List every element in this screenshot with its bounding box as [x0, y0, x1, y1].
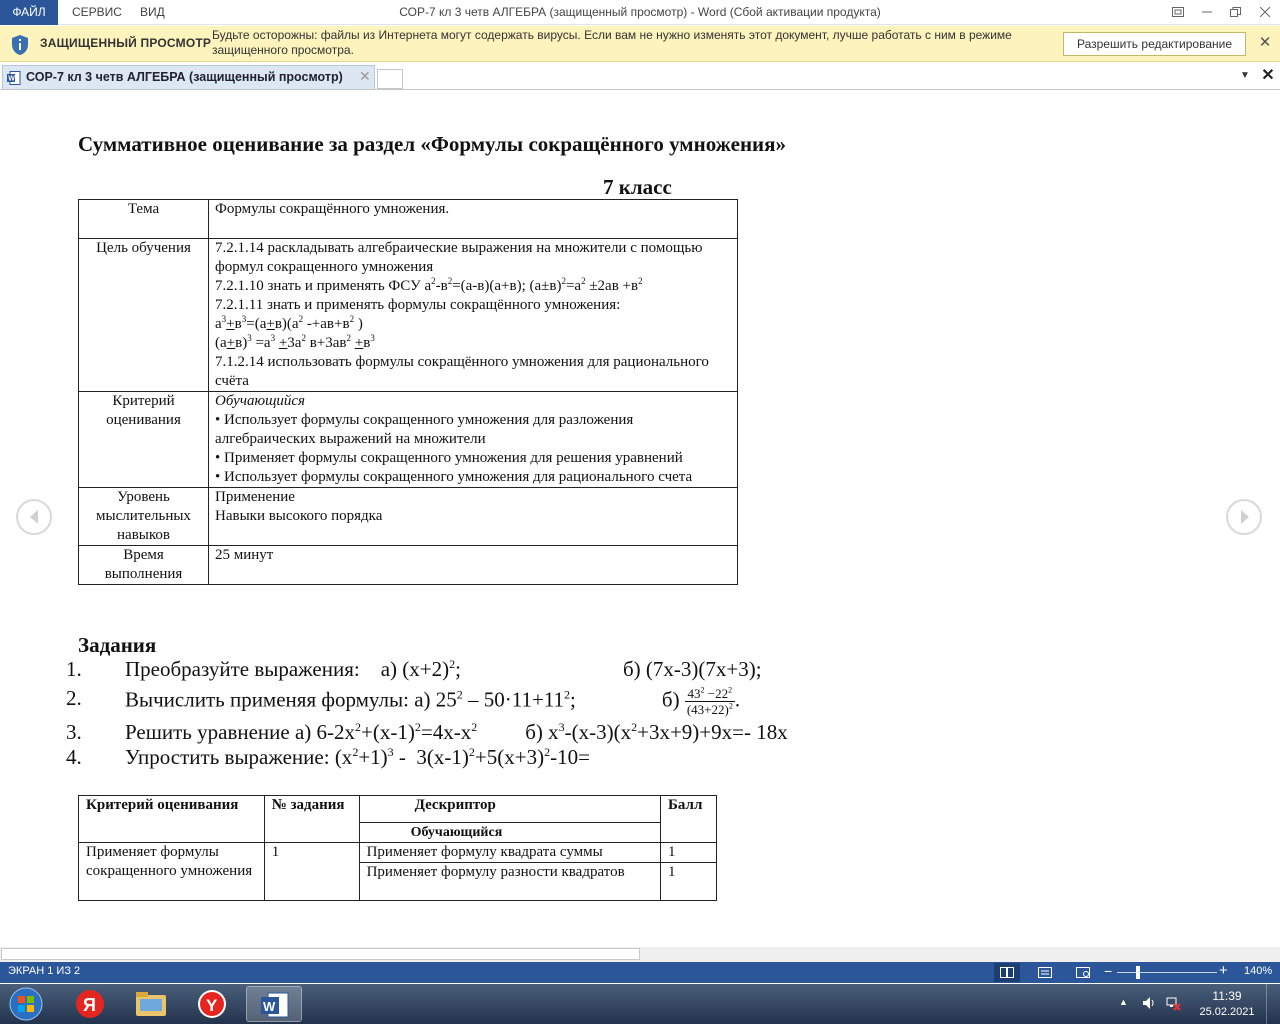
goal-4: 7.1.2.14 использовать формулы сокращённого умножения для рационального счёта: [215, 354, 709, 389]
window-title: СОР-7 кл 3 четв АЛГЕБРА (защищенный просмотр) - Word (Сбой активации продукта): [399, 5, 881, 19]
yandex-browser-icon: [184, 986, 240, 1022]
col-task: № задания: [264, 796, 359, 843]
svg-text:Y: Y: [206, 996, 218, 1015]
windows-logo-icon: [4, 985, 44, 1023]
goal-cell: [209, 239, 738, 392]
score-2: 1: [661, 863, 717, 901]
minimize-icon[interactable]: [1192, 0, 1221, 25]
document-tab-label: СОР-7 кл 3 четв АЛГЕБРА (защищенный просмотр): [26, 70, 343, 84]
document-title: Суммативное оценивание за раздел «Формулы сокращённого умножения»: [78, 132, 787, 156]
zoom-slider-thumb[interactable]: [1136, 966, 1140, 979]
criterion-1: • Использует формулы сокращенного умножения для разложения алгебраических выражений на множители: [215, 412, 634, 447]
close-message-bar-icon[interactable]: ✕: [1258, 34, 1272, 51]
criterion-2: • Применяет формулы сокращенного умножения для решения уравнений: [215, 450, 683, 466]
menu-service[interactable]: СЕРВИС: [72, 5, 122, 19]
print-layout-icon[interactable]: [1032, 963, 1058, 982]
close-document-icon[interactable]: ✕: [1261, 67, 1275, 84]
network-icon[interactable]: [1165, 995, 1181, 1011]
zoom-out-button[interactable]: −: [1104, 963, 1113, 979]
descriptor-2: Применяет формулу разности квадратов: [359, 863, 660, 901]
col-score: Балл: [661, 796, 717, 843]
protected-view-label: ЗАЩИЩЕННЫЙ ПРОСМОТР: [40, 36, 212, 50]
criterion-cell: [209, 392, 738, 488]
zoom-level[interactable]: 140%: [1244, 965, 1273, 977]
yandex-icon: [62, 986, 118, 1022]
fraction: $\frac{43^2 -22^2}{(43+22)^2}$: [686, 685, 733, 717]
previous-screen-button[interactable]: [16, 499, 52, 535]
next-screen-button[interactable]: [1226, 499, 1262, 535]
scrollbar-thumb[interactable]: [1, 948, 640, 960]
table-row: [79, 239, 738, 392]
descriptor-1: Применяет формулу квадрата суммы: [359, 843, 660, 863]
show-desktop-button[interactable]: [1266, 984, 1280, 1024]
level-2: Навыки высокого порядка: [215, 508, 383, 524]
read-mode-icon[interactable]: [994, 963, 1020, 982]
svg-text:W: W: [8, 75, 15, 83]
explorer-taskbar-button[interactable]: [123, 986, 179, 1022]
table-row: [79, 796, 717, 823]
level-cell: [209, 488, 738, 546]
speaker-icon[interactable]: [1141, 995, 1157, 1011]
criterion-3: • Использует формулы сокращенного умножения для рационального счета: [215, 469, 693, 485]
yandex-browser-taskbar-button[interactable]: [184, 986, 240, 1022]
info-table: [78, 199, 738, 585]
svg-text:Я: Я: [83, 995, 96, 1015]
criterion-label: Критерий оценивания: [79, 392, 209, 488]
enable-editing-button[interactable]: Разрешить редактирование: [1063, 32, 1246, 56]
topic-value: Формулы сокращённого умножения.: [209, 200, 738, 239]
zoom-in-button[interactable]: +: [1219, 962, 1228, 979]
word-doc-icon: [7, 71, 21, 85]
close-tab-icon[interactable]: ✕: [359, 68, 371, 84]
goal-1: 7.2.1.14 раскладывать алгебраические выражения на множители с помощью формул сокращенного умножения: [215, 240, 703, 275]
document-page: Суммативное оценивание за раздел «Формулы сокращённого умножения» 7 класс Тема Формулы сокращённого умножения. Цель обучения 7.2.1.14 раскладывать алгебраические выражения на множители с помощью формул сокращенного умножения 7.2.1.10 знать и применять ФСУ $а^2-в^2=(а-в)(а+в)$; $(а\pm в)^2=а^2 \pm 2ав +в^2$ 7.2.1.11 знать и применять формулы сокращённого умножения: $а^3+в^3=(а+в)(а^2$ $-+ав+в^2$ ) $(а+в)^3 =а^3 +3а^2$ $в+3ав^2 +в^3$ 7.1.2.14 использовать формулы сокращённого умножения для рационального счёта Критерий оценивания Обучающийся • Использует формулы сокращенного умножения для разложения алгебраических выражений на множители • Применяет формулы сокращенного умножения для решения уравнений • Использует формулы сокращенного умножения для рационального счета Уровень мыслительных навыков Применение Навыки высокого порядка Время выполнения 25 минут Задания 1. Преобразуйте выражения: а) $(x+2)^2$; б) (7x-3)(7x+3); 2. Вычислить применяя формулы: а) $25^2 - 50\cdot 11+11^2$; б) $\frac{43^2 -22^2}{(43+22)^2}$ . 3. Решить уравнение а) $6-2x^2+(x-1)^2=4x-x^2$ б) $x^3-(x-3)(x^2+3x+9)+9x=-$ 18x 4. Упростить выражение: $(x^2+1)^3 - 3(x-1)^2+5(x+3)^2-10=$ Критерий оценивания № задания Дескриптор Балл Обучающийся Применяет формулы сокращенного умножения 1 Применяет формулу квадрата суммы 1 Применяет формулу разности квадратов 1: [0, 91, 1280, 947]
yandex-taskbar-button[interactable]: [62, 986, 118, 1022]
word-icon: [247, 987, 303, 1023]
criteria-table: [78, 795, 717, 901]
protected-view-bar: [0, 26, 1280, 62]
criterion-intro: Обучающийся: [215, 393, 306, 409]
table-row: [79, 843, 717, 863]
row-task: 1: [264, 843, 359, 901]
table-row: [79, 392, 738, 488]
taskbar: [0, 984, 1280, 1024]
topic-label: Тема: [79, 200, 209, 239]
folder-icon: [123, 986, 179, 1022]
page-indicator: ЭКРАН 1 ИЗ 2: [8, 965, 81, 977]
document-tab-bar: [0, 63, 1280, 90]
chevron-down-icon[interactable]: ▼: [1240, 70, 1250, 81]
score-1: 1: [661, 843, 717, 863]
col-descriptor-sub: Обучающийся: [359, 823, 660, 843]
goal-2: 7.2.1.10 знать и применять ФСУ $а^2-в^2=(а-в)(а+в)$; $(а\pm в)^2=а^2 \pm 2ав +в^2$: [215, 276, 643, 294]
fullscreen-icon[interactable]: [1163, 0, 1192, 25]
goal-label: Цель обучения: [79, 239, 209, 392]
table-row: [79, 546, 738, 585]
title-bar: [0, 0, 1280, 25]
web-layout-icon[interactable]: [1070, 963, 1096, 982]
level-1: Применение: [215, 489, 295, 505]
time-label: Время выполнения: [79, 546, 209, 585]
document-tab[interactable]: [2, 65, 375, 89]
status-bar: [0, 962, 1280, 983]
formula-cubes: $а^3+в^3=(а+в)(а^2$ $-+ав+в^2$ ): [215, 314, 363, 332]
row-criterion: Применяет формулы сокращенного умножения: [79, 843, 265, 901]
start-button[interactable]: [4, 985, 48, 1023]
table-row: [79, 488, 738, 546]
document-grade: 7 класс: [603, 175, 672, 199]
chevron-right-icon: [1237, 509, 1251, 525]
col-criterion: Критерий оценивания: [79, 796, 265, 843]
formula-cube-sum: $(а+в)^3 =а^3 +3а^2$ $в+3ав^2 +в^3$: [215, 333, 375, 351]
clock-date[interactable]: 25.02.2021: [1199, 1006, 1255, 1018]
col-descriptor: Дескриптор: [359, 796, 660, 823]
tray-expand-icon[interactable]: ▲: [1119, 997, 1128, 1007]
zoom-slider[interactable]: [1117, 972, 1217, 973]
protected-view-message: Будьте осторожны: файлы из Интернета могут содержать вирусы. Если вам не нужно изменять этот документ, лучше работать с ним в режиме защищенного просмотра.: [212, 28, 1012, 57]
word-taskbar-button[interactable]: [246, 986, 302, 1022]
shield-icon: [10, 34, 30, 56]
chevron-left-icon: [27, 509, 41, 525]
horizontal-scrollbar[interactable]: [0, 947, 1280, 962]
restore-icon[interactable]: [1221, 0, 1250, 25]
tasks-heading: Задания: [78, 633, 157, 657]
clock-time[interactable]: 11:39: [1212, 989, 1242, 1003]
menu-view[interactable]: ВИД: [140, 5, 165, 19]
new-tab-button[interactable]: [377, 69, 403, 89]
svg-text:W: W: [263, 999, 276, 1014]
close-icon[interactable]: [1250, 0, 1279, 25]
goal-3: 7.2.1.11 знать и применять формулы сокращённого умножения:: [215, 297, 621, 313]
table-row: [79, 200, 738, 239]
menu-file[interactable]: ФАЙЛ: [0, 0, 58, 25]
time-value: 25 минут: [209, 546, 738, 585]
level-label: Уровень мыслительных навыков: [79, 488, 209, 546]
